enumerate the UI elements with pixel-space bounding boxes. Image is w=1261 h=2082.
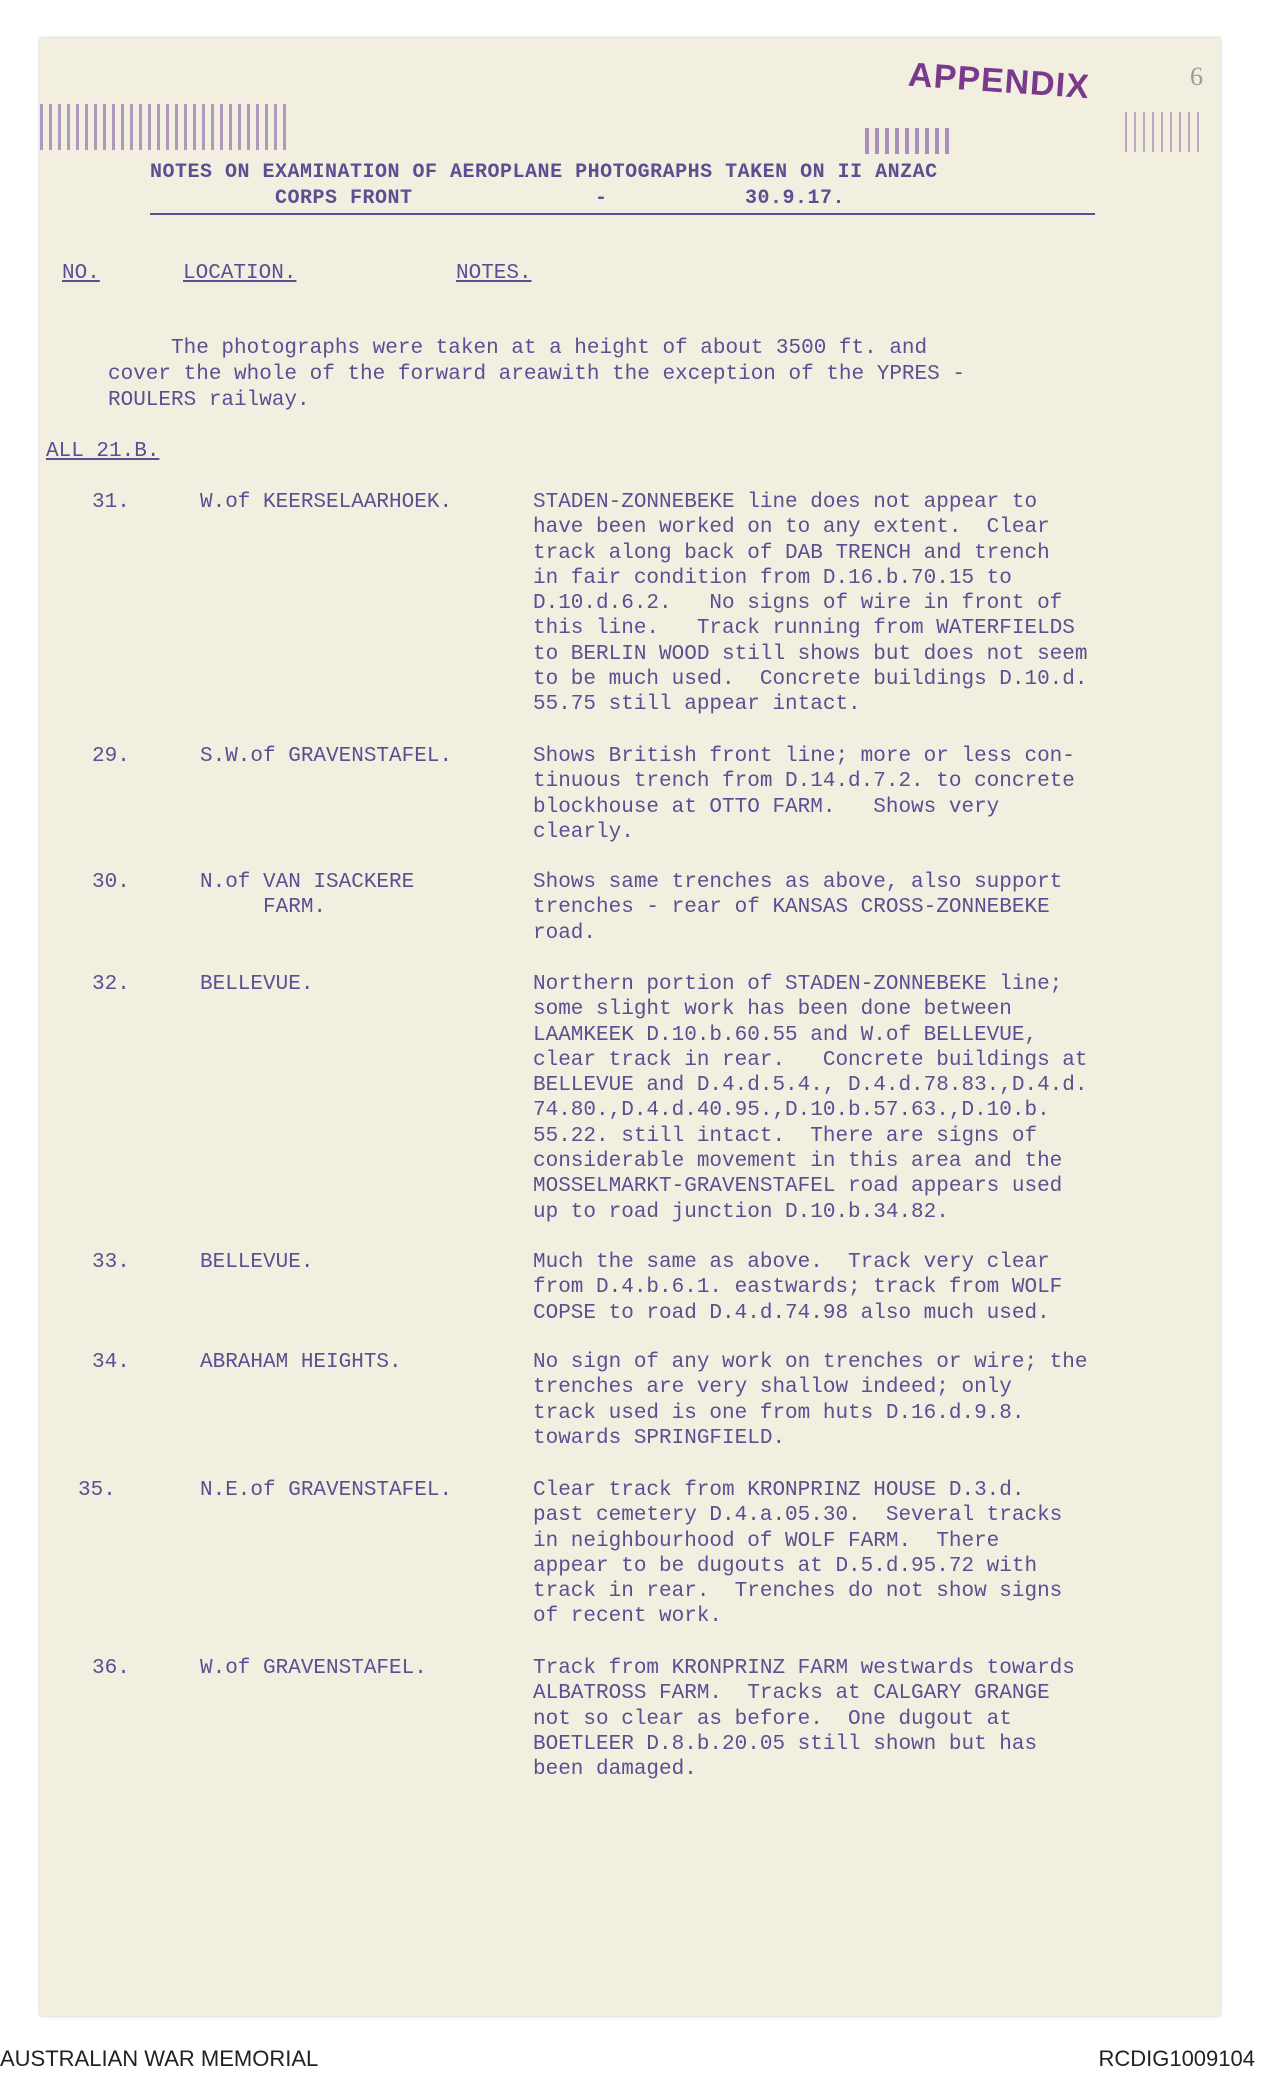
document-title	[150, 160, 1110, 212]
entry-location: W.of GRAVENSTAFEL.	[200, 1657, 427, 1680]
ink-smudge	[40, 104, 290, 150]
title-underline	[150, 213, 1095, 215]
entry-notes: Shows British front line; more or less con- tinuous trench from D.14.d.7.2. to concrete blockhouse at OTTO FARM. Shows very clearly.	[533, 745, 1075, 844]
entry-number: 31.	[92, 491, 130, 514]
entry-notes: No sign of any work on trenches or wire; the trenches are very shallow indeed; only track used is one from huts D.16.d.9.8. towards SPRINGFIELD.	[533, 1351, 1088, 1450]
title-date: 30.9.17.	[745, 187, 846, 210]
ink-smudge	[1125, 112, 1205, 152]
footer-record-id: RCDIG1009104	[1098, 2046, 1255, 2071]
entry-location: N.E.of GRAVENSTAFEL.	[200, 1479, 453, 1502]
entry-number: 34.	[92, 1351, 130, 1374]
entry-location: BELLEVUE.	[200, 973, 314, 996]
intro-paragraph: The photographs were taken at a height of about 3500 ft. and cover the whole of the forward areawith the exception of the YPRES - ROULERS railway.	[108, 337, 965, 412]
entry-notes: Clear track from KRONPRINZ HOUSE D.3.d. past cemetery D.4.a.05.30. Several tracks in neighbourhood of WOLF FARM. There appear to be dugouts at D.5.d.95.72 with track in rear. Trenches do not show signs of recent work.	[533, 1479, 1063, 1629]
entry-location: ABRAHAM HEIGHTS.	[200, 1351, 402, 1374]
title-corps-front: CORPS FRONT	[275, 187, 413, 210]
title-line-1: NOTES ON EXAMINATION OF AEROPLANE PHOTOGRAPHS TAKEN ON II ANZAC	[150, 161, 938, 184]
entry-notes: Shows same trenches as above, also support trenches - rear of KANSAS CROSS-ZONNEBEKE road.	[533, 871, 1063, 945]
entry-location: N.of VAN ISACKERE FARM.	[200, 871, 415, 920]
ink-smudge	[865, 128, 955, 154]
footer-institution: AUSTRALIAN WAR MEMORIAL	[0, 2046, 319, 2071]
entry-number: 36.	[92, 1657, 130, 1680]
column-header-no: NO.	[62, 262, 100, 285]
entry-number: 33.	[92, 1251, 130, 1274]
entry-location: S.W.of GRAVENSTAFEL.	[200, 745, 453, 768]
appendix-stamp: APPENDIX	[906, 55, 1091, 107]
column-header-notes: NOTES.	[456, 262, 532, 285]
entry-number: 29.	[92, 745, 130, 768]
entry-location: BELLEVUE.	[200, 1251, 314, 1274]
entry-notes: STADEN-ZONNEBEKE line does not appear to have been worked on to any extent. Clear track along back of DAB TRENCH and trench in fair condition from D.16.b.70.15 to D.10.d.6.2. No signs of wire in front of this line. Track running from WATERFIELDS to BERLIN WOOD still shows but does not seem to be much used. Concrete buildings D.10.d. 55.75 still appear intact.	[533, 491, 1088, 717]
entry-number: 30.	[92, 871, 130, 894]
column-header-location: LOCATION.	[183, 262, 297, 285]
map-grid-reference: ALL 21.B.	[46, 440, 160, 463]
entry-notes: Track from KRONPRINZ FARM westwards towards ALBATROSS FARM. Tracks at CALGARY GRANGE not so clear as before. One dugout at BOETLEER D.8.b.20.05 still shown but has been damaged.	[533, 1657, 1075, 1782]
title-line-2	[150, 186, 1110, 212]
entry-number: 35.	[78, 1479, 116, 1502]
title-dash: -	[595, 187, 608, 210]
entry-notes: Much the same as above. Track very clear from D.4.b.6.1. eastwards; track from WOLF COPSE to road D.4.d.74.98 also much used.	[533, 1251, 1063, 1325]
page-number: 6	[1190, 62, 1203, 91]
entry-notes: Northern portion of STADEN-ZONNEBEKE line; some slight work has been done between LAAMKEEK D.10.b.60.55 and W.of BELLEVUE, clear track in rear. Concrete buildings at BELLEVUE and D.4.d.5.4., D.4.d.78.83.,D.4.d. 74.80.,D.4.d.40.95.,D.10.b.57.63.,D.10.b. 55.22. still intact. There are signs of considerable movement in this area and the MOSSELMARKT-GRAVENSTAFEL road appears used up to road junction D.10.b.34.82.	[533, 973, 1088, 1224]
entry-location: W.of KEERSELAARHOEK.	[200, 491, 453, 514]
entry-number: 32.	[92, 973, 130, 996]
